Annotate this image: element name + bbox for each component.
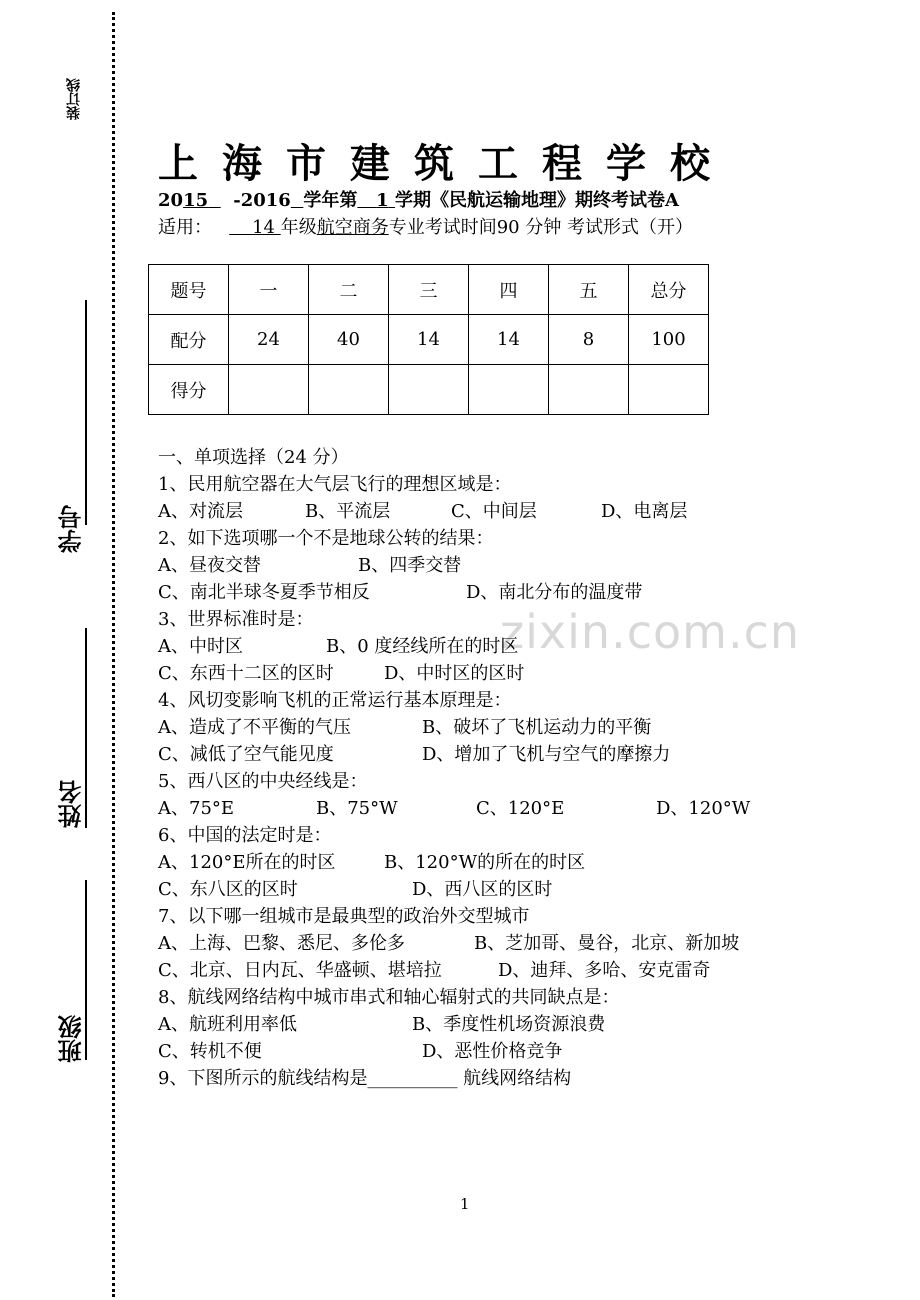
semester-fill bbox=[357, 190, 395, 211]
option: D、电离层 bbox=[601, 501, 688, 522]
options-line bbox=[158, 633, 750, 660]
section-heading: 一、单项选择（24 分） bbox=[158, 447, 349, 468]
major-value: 航空商务 bbox=[316, 217, 389, 238]
option: C、东西十二区的区时 bbox=[158, 663, 334, 684]
option: D、120°W bbox=[656, 798, 751, 819]
table-row bbox=[149, 315, 709, 365]
score-input-cell bbox=[469, 365, 549, 415]
score-input-cell bbox=[309, 365, 389, 415]
option: D、西八区的区时 bbox=[412, 879, 553, 900]
year-end: -2016 bbox=[233, 190, 291, 211]
option: B、芝加哥、曼谷，北京、新加坡 bbox=[474, 933, 740, 954]
major-text: 专业考试时间90 分钟 考试形式（开） bbox=[388, 217, 694, 238]
option: D、南北分布的温度带 bbox=[466, 582, 643, 603]
option: A、对流层 bbox=[158, 501, 243, 522]
option: B、四季交替 bbox=[358, 555, 462, 576]
table-cell: 14 bbox=[389, 315, 469, 365]
options-line bbox=[158, 579, 750, 606]
option: B、平流层 bbox=[305, 501, 391, 522]
options-line bbox=[158, 957, 750, 984]
score-input-cell bbox=[629, 365, 709, 415]
year-start-value: 15 bbox=[183, 190, 209, 211]
year-start-fill bbox=[183, 190, 221, 211]
year-text: 学年第 bbox=[303, 190, 358, 211]
grade-value: 14 bbox=[252, 217, 275, 238]
table-cell: 得分 bbox=[149, 365, 229, 415]
options-line bbox=[158, 849, 750, 876]
school-title: 上海市建筑工程学校 bbox=[158, 141, 734, 187]
options-line bbox=[158, 741, 750, 768]
term-text: 学期《民航运输地理》期终考试卷 bbox=[394, 190, 665, 211]
table-cell: 8 bbox=[549, 315, 629, 365]
option: D、中时区的区时 bbox=[384, 663, 525, 684]
question-2: 2、如下选项哪一个不是地球公转的结果： bbox=[158, 528, 494, 549]
options-line bbox=[158, 660, 750, 687]
options-line bbox=[158, 795, 750, 822]
option: A、中时区 bbox=[158, 636, 243, 657]
option: A、75°E bbox=[158, 798, 235, 819]
option: A、上海、巴黎、悉尼、多伦多 bbox=[158, 933, 405, 954]
option: B、破坏了飞机运动力的平衡 bbox=[422, 717, 652, 738]
student-id-label: 学号 bbox=[58, 505, 86, 553]
page-number: 1 bbox=[460, 1195, 470, 1213]
score-input-cell bbox=[389, 365, 469, 415]
option: A、造成了不平衡的气压 bbox=[158, 717, 351, 738]
table-cell: 总分 bbox=[629, 265, 709, 315]
option: D、恶性价格竞争 bbox=[422, 1041, 563, 1062]
option: C、中间层 bbox=[451, 501, 537, 522]
student-id-line bbox=[85, 300, 87, 525]
table-cell: 40 bbox=[309, 315, 389, 365]
name-label: 姓名 bbox=[58, 780, 86, 828]
table-cell: 二 bbox=[309, 265, 389, 315]
watermark: zixin.com.cn bbox=[500, 605, 801, 659]
option: C、转机不便 bbox=[158, 1041, 262, 1062]
table-cell: 五 bbox=[549, 265, 629, 315]
question-9: 9、下图所示的航线结构是__________ 航线网络结构 bbox=[158, 1068, 572, 1089]
table-cell: 题号 bbox=[149, 265, 229, 315]
paper-letter: A bbox=[664, 190, 679, 211]
question-1: 1、民用航空器在大气层飞行的理想区域是： bbox=[158, 474, 512, 495]
option: D、迪拜、多哈、安克雷奇 bbox=[498, 960, 711, 981]
question-5: 5、西八区的中央经线是： bbox=[158, 771, 368, 792]
question-6: 6、中国的法定时是： bbox=[158, 825, 332, 846]
option: B、120°W的所在的时区 bbox=[384, 852, 586, 873]
exam-title bbox=[158, 186, 679, 212]
table-cell: 四 bbox=[469, 265, 549, 315]
table-cell: 14 bbox=[469, 315, 549, 365]
options-line bbox=[158, 1038, 750, 1065]
grade-fill bbox=[229, 217, 281, 238]
question-7: 7、以下哪一组城市是最典型的政治外交型城市 bbox=[158, 906, 530, 927]
binding-dotted-line bbox=[112, 12, 115, 1297]
option: C、120°E bbox=[476, 798, 565, 819]
option: B、季度性机场资源浪费 bbox=[412, 1014, 606, 1035]
score-table bbox=[148, 264, 709, 415]
options-line bbox=[158, 552, 750, 579]
options-line bbox=[158, 876, 750, 903]
table-cell: 一 bbox=[229, 265, 309, 315]
table-cell: 100 bbox=[629, 315, 709, 365]
option: C、北京、日内瓦、华盛顿、堪培拉 bbox=[158, 960, 442, 981]
option: A、120°E所在的时区 bbox=[158, 852, 336, 873]
semester-value: 1 bbox=[376, 190, 389, 211]
options-line bbox=[158, 714, 750, 741]
option: B、75°W bbox=[316, 798, 398, 819]
score-input-cell bbox=[229, 365, 309, 415]
question-8: 8、航线网络结构中城市串式和轴心辐射式的共同缺点是： bbox=[158, 987, 620, 1008]
option: C、南北半球冬夏季节相反 bbox=[158, 582, 370, 603]
applicability-line bbox=[158, 213, 693, 239]
option: C、减低了空气能见度 bbox=[158, 744, 334, 765]
apply-label: 适用： bbox=[158, 217, 212, 238]
table-cell: 24 bbox=[229, 315, 309, 365]
question-section bbox=[158, 444, 750, 1092]
table-cell: 三 bbox=[389, 265, 469, 315]
question-4: 4、风切变影响飞机的正常运行基本原理是： bbox=[158, 690, 512, 711]
options-line bbox=[158, 1011, 750, 1038]
binding-line-label: 装订线 bbox=[66, 78, 82, 120]
options-line bbox=[158, 930, 750, 957]
option: A、昼夜交替 bbox=[158, 555, 261, 576]
option: B、0 度经线所在的时区 bbox=[326, 636, 519, 657]
grade-text: 年级 bbox=[280, 217, 317, 238]
table-row bbox=[149, 365, 709, 415]
table-row bbox=[149, 265, 709, 315]
year-prefix: 20 bbox=[158, 190, 184, 211]
question-3: 3、世界标准时是： bbox=[158, 609, 314, 630]
year-end-blank bbox=[291, 190, 304, 211]
option: D、增加了飞机与空气的摩擦力 bbox=[422, 744, 671, 765]
class-label: 班级 bbox=[58, 1015, 86, 1063]
options-line bbox=[158, 498, 750, 525]
option: C、东八区的区时 bbox=[158, 879, 298, 900]
score-input-cell bbox=[549, 365, 629, 415]
option: A、航班利用率低 bbox=[158, 1014, 297, 1035]
table-cell: 配分 bbox=[149, 315, 229, 365]
